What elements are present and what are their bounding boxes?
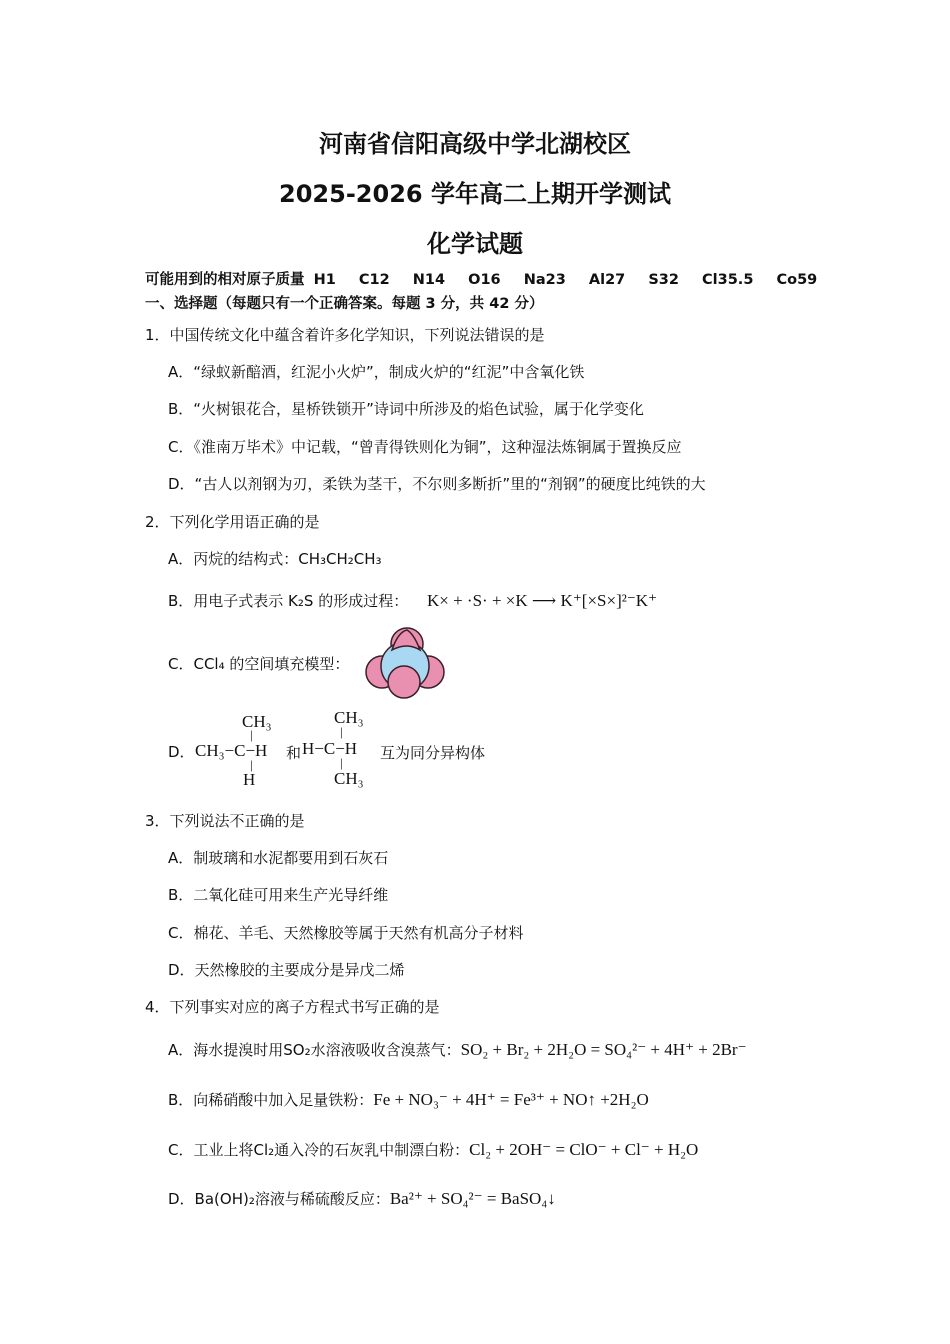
and-text: 和 <box>286 744 302 762</box>
q1-option-c: C．《淮南万毕术》中记载，“曾青得铁则化为铜”，这种湿法炼铜属于置换反应 <box>168 438 682 456</box>
mass-item: Co59 <box>776 272 818 288</box>
exam-title: 2025-2026 学年高二上期开学测试 <box>279 180 671 208</box>
q4-option-d-equation: Ba²⁺ + SO₄²⁻ = BaSO₄↓ <box>389 1189 556 1208</box>
mass-item: Na23 <box>523 272 566 288</box>
mol2-bottom: CH₃ <box>334 769 364 788</box>
q4-option-a-text: A．海水提溴时用SO₂水溶液吸收含溴蒸气： <box>168 1041 461 1059</box>
mol1-top: CH₃ <box>242 712 272 731</box>
q2-option-c: C．CCl₄ 的空间填充模型： <box>168 655 350 673</box>
mass-item: Al27 <box>588 272 626 288</box>
question-2-stem: 2．下列化学用语正确的是 <box>145 513 320 531</box>
chlorine-atom <box>388 666 420 698</box>
ccl4-space-filling-model <box>362 624 448 700</box>
q2-option-b-text: B．用电子式表示 K₂S 的形成过程： <box>168 592 409 610</box>
q4-option-a <box>168 1039 747 1060</box>
q4-option-b-text: B．向稀硝酸中加入足量铁粉： <box>168 1091 374 1109</box>
k2s-electron-formula: K× + ·S· + ×K ⟶ K⁺[×S×]²⁻K⁺ <box>426 591 658 610</box>
q2-option-b <box>168 590 657 611</box>
q3-option-b: B．二氧化硅可用来生产光导纤维 <box>168 886 389 904</box>
mol1-bottom: H <box>243 770 256 789</box>
q1-option-b: B．“火树银花合，星桥铁锁开”诗词中所涉及的焰色试验，属于化学变化 <box>168 400 644 418</box>
q4-option-b <box>168 1089 649 1110</box>
bond-vertical: | <box>250 727 253 742</box>
mass-item: C12 <box>358 272 390 288</box>
bond-vertical: | <box>250 757 253 772</box>
q4-option-c <box>168 1139 698 1160</box>
q2-option-a-text: A．丙烷的结构式： <box>168 550 299 568</box>
q4-option-d-text: D．Ba(OH)₂溶液与稀硫酸反应： <box>168 1190 390 1208</box>
question-1-stem: 1．中国传统文化中蕴含着许多化学知识，下列说法错误的是 <box>145 326 545 344</box>
mol1-middle: CH₃−C−H <box>195 741 268 760</box>
q3-option-d: D．天然橡胶的主要成分是异戊二烯 <box>168 961 405 979</box>
school-title: 河南省信阳高级中学北湖校区 <box>319 130 631 158</box>
mol2-middle: H−C−H <box>302 739 358 758</box>
mass-item: S32 <box>648 272 679 288</box>
bond-vertical: | <box>340 755 343 770</box>
mass-item: O16 <box>468 272 501 288</box>
q2-option-d-label: D． <box>168 743 195 761</box>
q3-option-c: C．棉花、羊毛、天然橡胶等属于天然有机高分子材料 <box>168 924 524 942</box>
bond-vertical: | <box>340 724 343 739</box>
q1-option-d: D．“古人以剂钢为刃，柔铁为茎干，不尔则多断折”里的“剂钢”的硬度比纯铁的大 <box>168 475 706 493</box>
mass-item: H1 <box>313 272 336 288</box>
isomer-text: 互为同分异构体 <box>380 744 486 762</box>
propane-formula: CH₃CH₂CH₃ <box>298 550 382 568</box>
atomic-mass-line <box>145 268 835 289</box>
question-3-stem: 3．下列说法不正确的是 <box>145 812 305 830</box>
mol2-top: CH₃ <box>334 708 364 727</box>
atomic-mass-label: 可能用到的相对原子质量 <box>145 272 305 288</box>
q4-option-b-equation: Fe + NO₃⁻ + 4H⁺ = Fe³⁺ + NO↑ +2H₂O <box>373 1090 649 1109</box>
q4-option-c-equation: Cl₂ + 2OH⁻ = ClO⁻ + Cl⁻ + H₂O <box>469 1140 699 1159</box>
q1-option-a: A．“绿蚁新醅酒，红泥小火炉”，制成火炉的“红泥”中含氧化铁 <box>168 363 585 381</box>
q4-option-c-text: C．工业上将Cl₂通入冷的石灰乳中制漂白粉： <box>168 1141 470 1159</box>
mass-item: N14 <box>412 272 446 288</box>
section-heading: 一、选择题（每题只有一个正确答案。每题 3 分，共 42 分） <box>145 296 544 312</box>
subject-title: 化学试题 <box>427 230 523 258</box>
q4-option-d <box>168 1188 556 1209</box>
q3-option-a: A．制玻璃和水泥都要用到石灰石 <box>168 849 389 867</box>
question-4-stem: 4．下列事实对应的离子方程式书写正确的是 <box>145 998 440 1016</box>
q2-option-a <box>168 548 382 569</box>
q4-option-a-equation: SO₂ + Br₂ + 2H₂O = SO₄²⁻ + 4H⁺ + 2Br⁻ <box>460 1040 747 1059</box>
mass-item: Cl35.5 <box>702 272 754 288</box>
